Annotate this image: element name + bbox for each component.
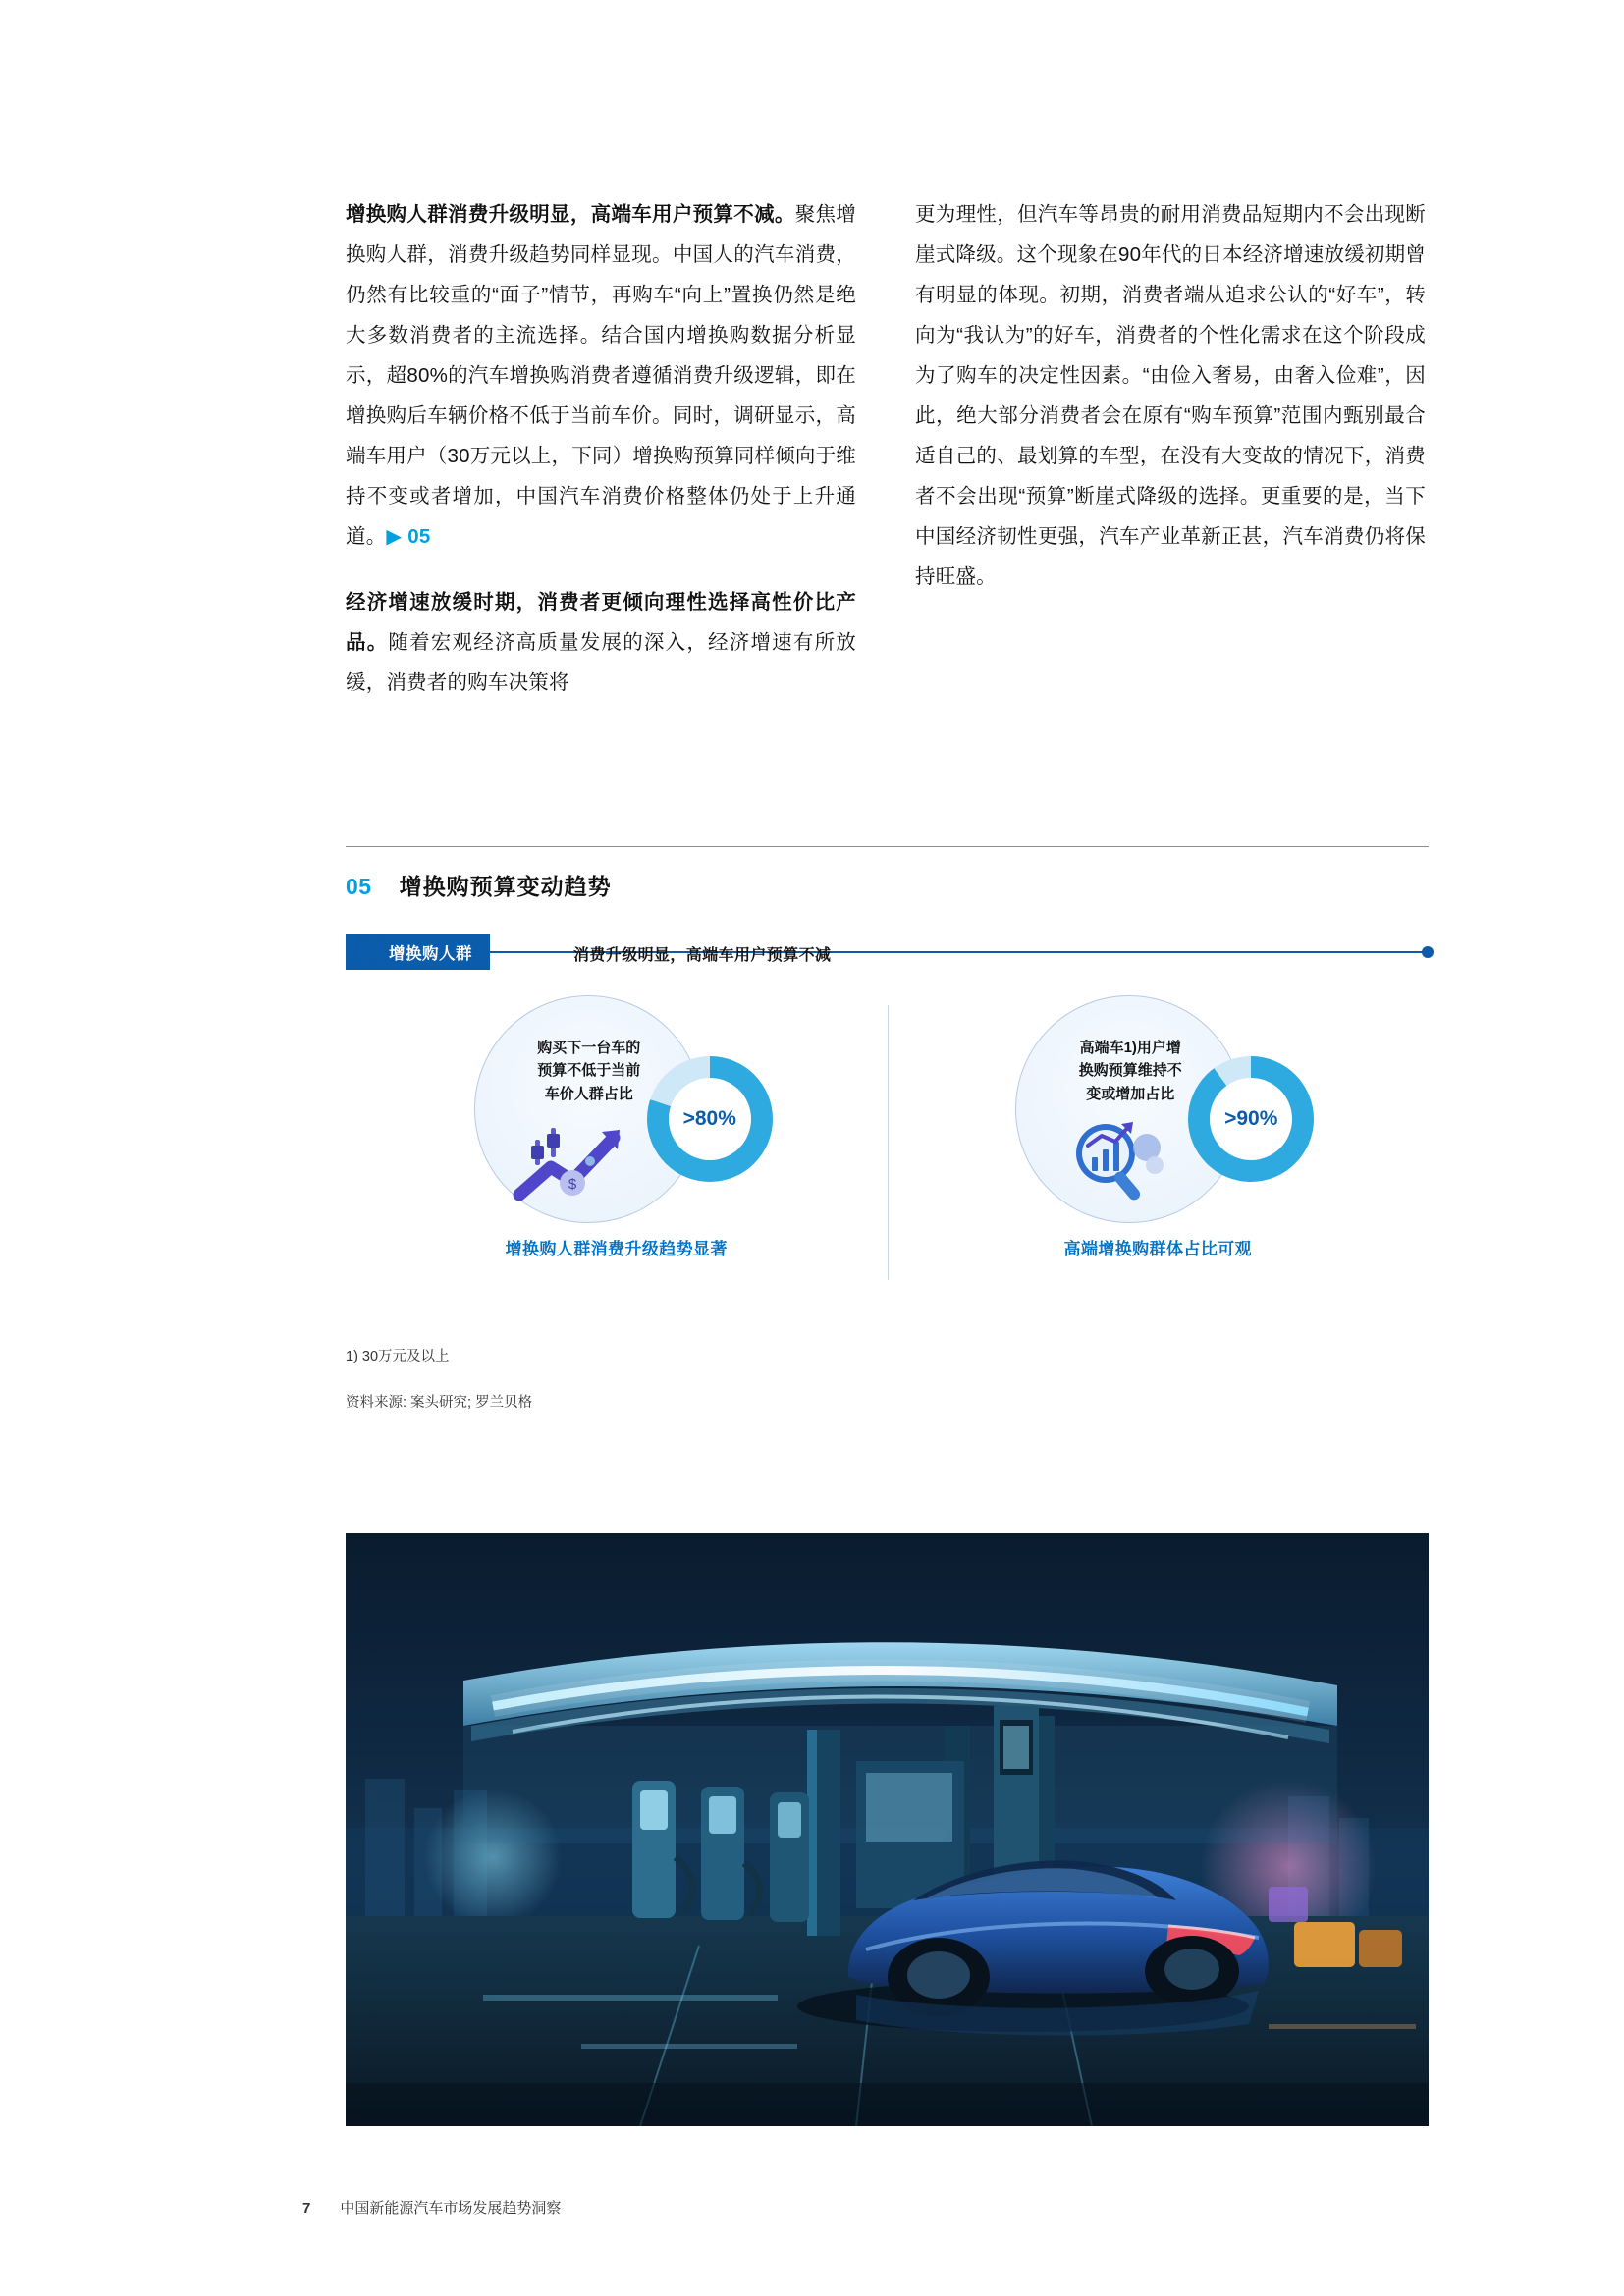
svg-text:$: $ xyxy=(568,1176,576,1193)
exhibit-header xyxy=(346,847,1429,901)
slashes-icon xyxy=(352,934,391,970)
footer-title: 中国新能源汽车市场发展趋势洞察 xyxy=(340,2200,562,2216)
banner-tag-label: 增换购人群 xyxy=(389,945,472,963)
paragraph-2-text: 随着宏观经济高质量发展的深入，经济增速有所放缓，消费者的购车决策将 xyxy=(346,631,856,694)
panel-upgrade-share xyxy=(346,995,888,1319)
body-columns xyxy=(346,194,1429,728)
donut-chart-1 xyxy=(647,1056,773,1182)
exhibit-banner xyxy=(346,934,1429,970)
magnifier-chart-icon xyxy=(1053,1118,1200,1202)
paragraph-3 xyxy=(915,194,1426,597)
exhibit-footnote: 1) 30万元及以上 xyxy=(346,1349,450,1364)
exhibit-title: 增换购预算变动趋势 xyxy=(399,874,612,899)
bubble-1 xyxy=(455,995,779,1221)
bubble-label-1: 购买下一台车的 预算不低于当前 车价人群占比 xyxy=(537,1040,641,1102)
donut-value-1: >80% xyxy=(669,1078,751,1160)
bubble-2 xyxy=(996,995,1320,1221)
right-column xyxy=(915,194,1426,728)
donut-value-2: >90% xyxy=(1210,1078,1292,1160)
banner-end-dot xyxy=(1422,946,1434,958)
paragraph-3-text: 更为理性，但汽车等昂贵的耐用消费品短期内不会出现断崖式降级。这个现象在90年代的日本经济增速放缓初期曾有明显的体现。初期，消费者端从追求公认的“好车”，转向为“我认为”的好车，消费者的个性化需求在这个阶段成为了购车的决定性因素。“由俭入奢易，由奢入俭难”，因此，绝大部分消费者会在原有“购车预算”范围内甄别最合适自己的、最划算的车型，在没有大变故的情况下，消费者不会出现“预算”断崖式降级的选择。更重要的是，当下中国经济韧性更强，汽车产业革新正甚，汽车消费仍将保持旺盛。 xyxy=(915,203,1427,588)
exhibit-05 xyxy=(346,846,1429,1412)
paragraph-2-lead: 经济增速放缓时期，消费者更倾向理性选择高性价比产品。 xyxy=(346,591,856,654)
page-footer xyxy=(302,2197,561,2217)
paragraph-1 xyxy=(346,194,856,557)
panel-caption-1: 增换购人群消费升级趋势显著 xyxy=(505,1240,728,1258)
paragraph-1-lead: 增换购人群消费升级明显，高端车用户预算不减。 xyxy=(346,203,795,226)
banner-subtitle: 消费升级明显，高端车用户预算不减 xyxy=(573,947,832,964)
exhibit-reference-05: ▶ 05 xyxy=(386,525,431,548)
paragraph-2 xyxy=(346,582,856,703)
donut-chart-2 xyxy=(1188,1056,1314,1182)
exhibit-number: 05 xyxy=(346,874,372,899)
panel-caption-2: 高端增换购群体占比可观 xyxy=(1063,1240,1252,1258)
banner-line xyxy=(346,951,1429,953)
banner-tag xyxy=(346,934,490,970)
left-column xyxy=(346,194,856,728)
ev-charging-station-night-photo xyxy=(346,1533,1429,2126)
growth-arrow-money-icon xyxy=(512,1118,659,1202)
exhibit-panels xyxy=(346,995,1429,1319)
bubble-label-2: 高端车1)用户增 换购预算维持不 变或增加占比 xyxy=(1078,1040,1182,1102)
exhibit-source: 资料来源: 案头研究; 罗兰贝格 xyxy=(346,1395,533,1411)
page-number: 7 xyxy=(302,2200,311,2216)
paragraph-1-text: 聚焦增换购人群，消费升级趋势同样显现。中国人的汽车消费，仍然有比较重的“面子”情节，再购车“向上”置换仍然是绝大多数消费者的主流选择。结合国内增换购数据分析显示，超80%的汽车增换购消费者遵循消费升级逻辑，即在增换购后车辆价格不低于当前车价。同时，调研显示，高端车用户（30万元以上，下同）增换购预算同样倾向于维持不变或者增加，中国汽车消费价格整体仍处于上升通道。 xyxy=(346,203,857,548)
panel-premium-share xyxy=(888,995,1430,1319)
